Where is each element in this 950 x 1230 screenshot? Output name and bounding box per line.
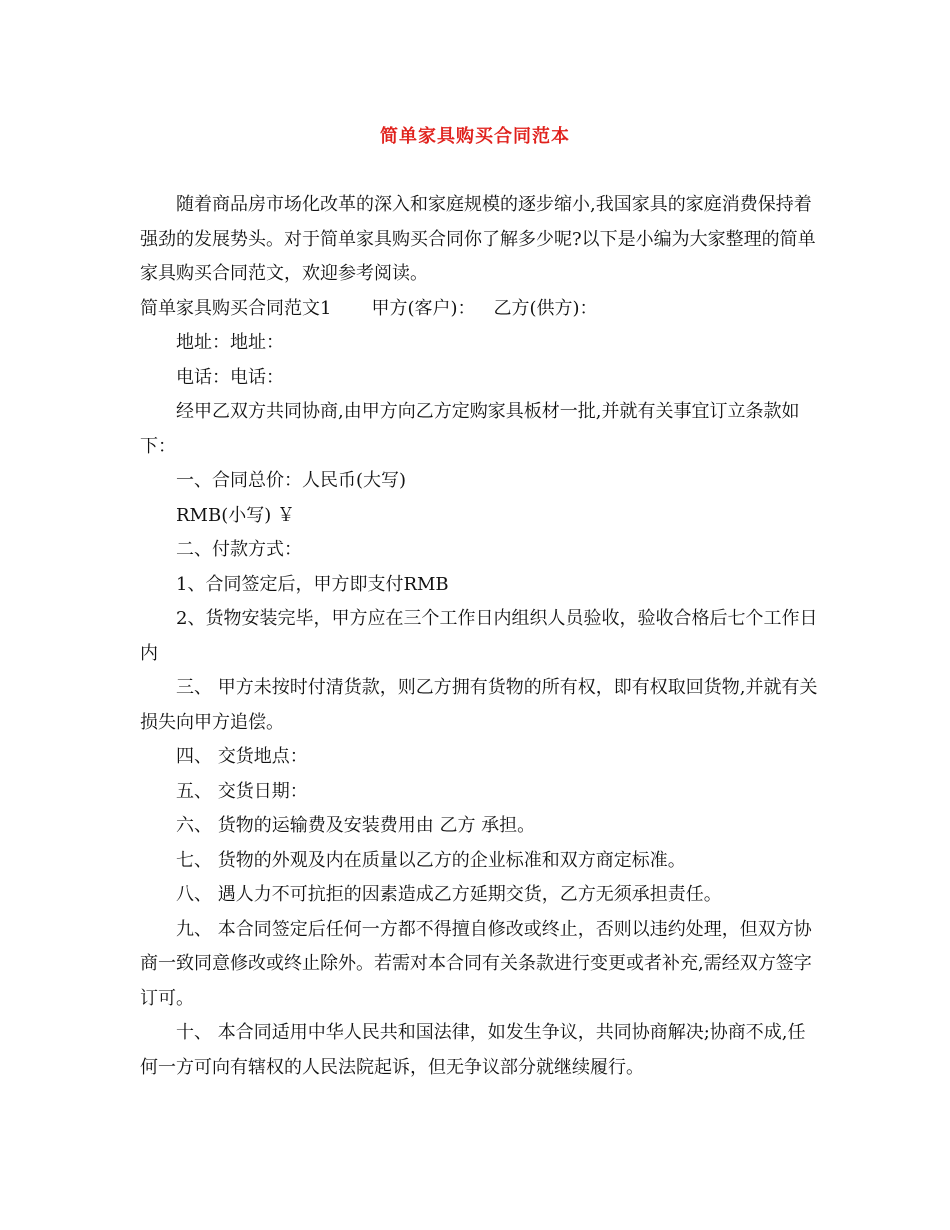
clause-4: 四、 交货地点： <box>176 746 308 767</box>
clause-1-rmb: RMB(小写) ￥ <box>176 504 295 526</box>
phone-a-label: 电话： <box>176 366 230 388</box>
clause-2: 二、付款方式： <box>176 539 302 560</box>
clause-3: 三、 甲方未按时付清货款，则乙方拥有货物的所有权，即有权取回货物,并就有关损失向甲方追偿。 <box>140 677 818 733</box>
clause-preamble: 经甲乙双方共同协商,由甲方向乙方定购家具板材一批,并就有关事宜订立条款如下： <box>140 401 800 457</box>
clause-7: 七、 货物的外观及内在质量以乙方的企业标准和双方商定标准。 <box>176 849 686 871</box>
sample-label: 简单家具购买合同范文1 <box>140 297 332 319</box>
document-title: 简单家具购买合同范本 <box>380 126 570 147</box>
header-line <box>140 292 820 327</box>
clause-9: 九、 本合同签定后任何一方都不得擅自修改或终止，否则以违约处理，但双方协商一致同意修改或终止除外。若需对本合同有关条款进行变更或者补充,需经双方签字订可。 <box>140 918 812 1009</box>
address-b-label: 地址： <box>230 332 284 353</box>
clause-8: 八、 遇人力不可抗拒的因素造成乙方延期交货，乙方无须承担责任。 <box>176 884 722 905</box>
clause-5: 五、 交货日期： <box>176 780 308 802</box>
party-a-label: 甲方(客户)： <box>371 297 476 319</box>
phone-line <box>140 361 820 396</box>
clause-1: 一、合同总价：人民币(大写) <box>176 470 407 491</box>
address-a-label: 地址： <box>176 332 230 353</box>
clause-2-2: 2、货物安装完毕，甲方应在三个工作日内组织人员验收，验收合格后七个工作日内 <box>140 608 818 664</box>
phone-b-label: 电话： <box>230 366 284 388</box>
clause-10: 十、 本合同适用中华人民共和国法律，如发生争议，共同协商解决;协商不成,任何一方可向有辖权的人民法院起诉，但无争议部分就继续履行。 <box>140 1022 806 1078</box>
intro-paragraph: 随着商品房市场化改革的深入和家庭规模的逐步缩小,我国家具的家庭消费保持着强劲的发展势头。对于简单家具购买合同你了解多少呢?以下是小编为大家整理的简单家具购买合同范文，欢迎参考阅读。 <box>140 194 816 284</box>
party-b-label: 乙方(供方)： <box>493 297 598 319</box>
clause-2-1: 1、合同签定后，甲方即支付RMB <box>176 573 449 595</box>
document-body <box>140 188 820 1085</box>
address-line <box>140 326 820 361</box>
clause-6: 六、 货物的运输费及安装费用由 乙方 承担。 <box>176 815 536 836</box>
